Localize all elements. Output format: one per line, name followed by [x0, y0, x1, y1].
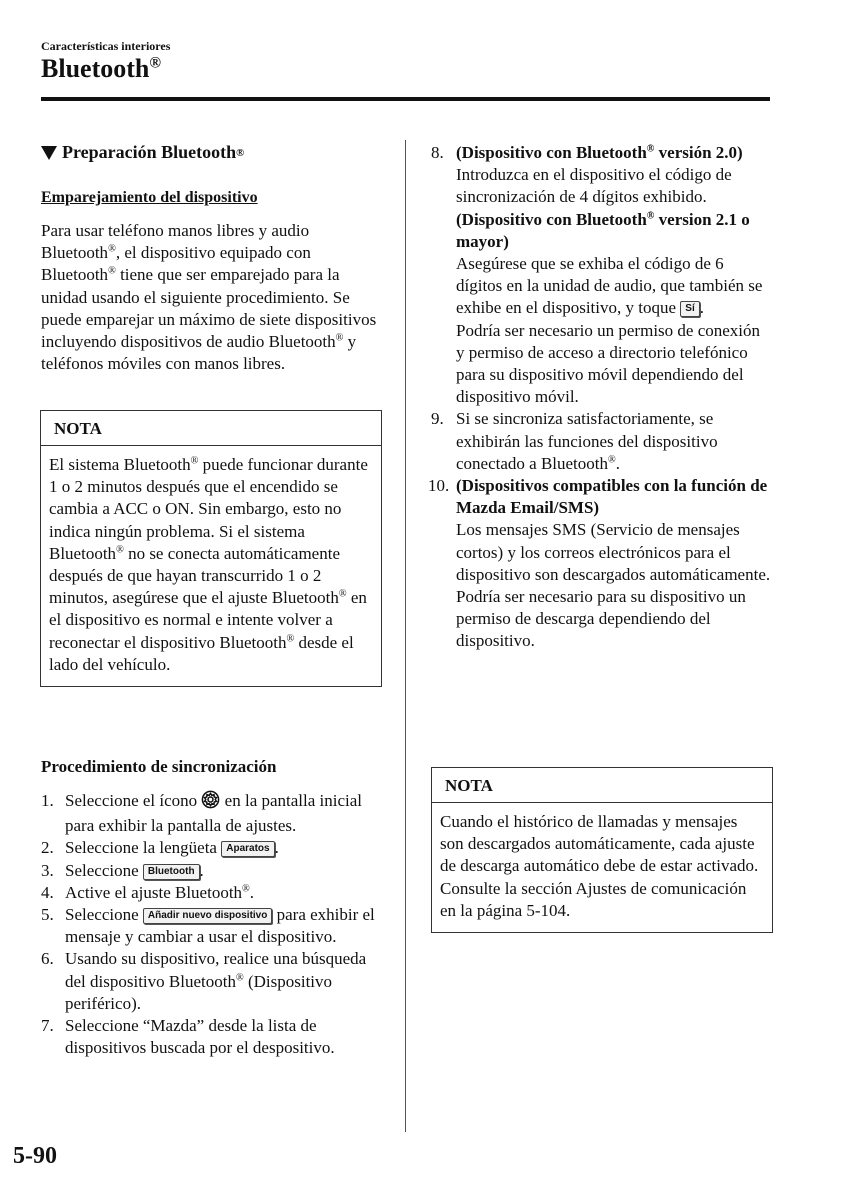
sms-compatible-heading: (Dispositivos compatibles con la función de Mazda Email/SMS) [456, 476, 768, 518]
si-button-label: Sí [680, 301, 699, 317]
pairing-paragraph: Para usar teléfono manos libres y audio Bluetooth®, el dispositivo equipado con Bluetooth® tiene que ser emparejado para la unidad usando el siguiente procedimiento. Se puede emparejar un máximo de siete dispositivos incluyendo dispositivos de audio Bluetooth® y teléfonos móviles con manos libres. [41, 221, 377, 374]
step-2: 2. Seleccione la lengüeta Aparatos . [41, 838, 279, 858]
note-box [40, 410, 382, 687]
add-device-button-label: Añadir nuevo dispositivo [143, 908, 272, 924]
bt20-text: Introduzca en el dispositivo el código de sincronización de 4 dígitos exhibido. [456, 165, 732, 207]
step-9: 9. Si se sincroniza satisfactoriamente, se exhibirán las funciones del dispositivo conectado a Bluetooth®. [431, 409, 718, 473]
step-8: 8. (Dispositivo con Bluetooth® versión 2.0) Introduzca en el dispositivo el código de sincronización de 4 dígitos exhibido. (Dispositivo con Bluetooth® version 2.1 o mayor) Asegúrese que se exhiba el código de 6 dígitos en la unidad de audio, que también se exhibe en el dispositivo, y toque Sí . Podría ser necesario un permiso de conexión y permiso de acceso a directorio telefónico para su dispositivo móvil dependiendo del dispositivo móvil. [431, 143, 763, 407]
pairing-heading: Emparejamiento del dispositivo [41, 189, 258, 206]
bluetooth-button-label: Bluetooth [143, 864, 200, 880]
aparatos-tab-label: Aparatos [221, 841, 274, 857]
gear-icon [201, 790, 220, 815]
procedure-steps-continued [428, 142, 771, 653]
step-5: 5. Seleccione Añadir nuevo dispositivo para exhibir el mensaje y cambiar a usar el dispositivo. [41, 905, 375, 947]
note-heading: NOTA [432, 768, 772, 803]
note-box-2 [431, 767, 773, 933]
bt20-heading: (Dispositivo con Bluetooth® versión 2.0) [456, 143, 743, 162]
procedure-steps [41, 790, 381, 1059]
procedure-heading: Procedimiento de sincronización [41, 757, 277, 776]
section-title: Preparación Bluetooth ® [41, 142, 244, 163]
triangle-down-icon [41, 146, 57, 160]
bt21-heading: (Dispositivo con Bluetooth® version 2.1 o mayor) [456, 209, 750, 251]
note-heading: NOTA [41, 411, 381, 446]
bt21-permission-text: Podría ser necesario un permiso de conexión y permiso de acceso a directorio telefónico para su dispositivo móvil dependiendo del dispositivo móvil. [456, 320, 761, 407]
page-title [41, 54, 161, 84]
note-body: El sistema Bluetooth® puede funcionar durante 1 o 2 minutos después que el encendido se cambia a ACC o ON. Sin embargo, esto no indica ningún problema. Si el sistema Bluetooth® no se conecta automáticamente después de que hayan transcurrido 1 o 2 minutos, asegúrese que el ajuste Bluetooth® en el dispositivo es normal e intente volver a reconectar el dispositivo Bluetooth® desde el lado del vehículo. [49, 455, 368, 674]
section-title-text: Preparación Bluetooth [62, 142, 237, 162]
header-rule [41, 97, 770, 101]
step-10: 10. (Dispositivos compatibles con la función de Mazda Email/SMS) Los mensajes SMS (Servicio de mensajes cortos) y los correos electrónicos para el dispositivo son descargados automáticamente. Podría ser necesario para su dispositivo un permiso de descarga dependiendo del dispositivo. [428, 476, 771, 651]
column-divider [405, 140, 406, 1132]
step-4: 4. Active el ajuste Bluetooth®. [41, 882, 255, 902]
reg-mark: ® [149, 54, 161, 72]
note-body: Cuando el histórico de llamadas y mensajes son descargados automáticamente, cada ajuste de descarga automático debe de estar activado. Consulte la sección Ajustes de comunicación en la página 5-104. [440, 812, 759, 920]
step-6: 6. Usando su dispositivo, realice una búsqueda del dispositivo Bluetooth® (Dispositivo periférico). [41, 949, 367, 1013]
page-number: 5-90 [13, 1143, 57, 1169]
step-7: 7. Seleccione “Mazda” desde la lista de dispositivos buscada por el despositivo. [41, 1016, 335, 1058]
header-category: Características interiores [41, 39, 171, 53]
page-title-text: Bluetooth [41, 54, 150, 83]
step-1: 1. Seleccione el ícono en la pantalla inicial para exhibir la pantalla de ajustes. [41, 791, 363, 836]
step-3: 3. Seleccione Bluetooth . [41, 860, 204, 880]
